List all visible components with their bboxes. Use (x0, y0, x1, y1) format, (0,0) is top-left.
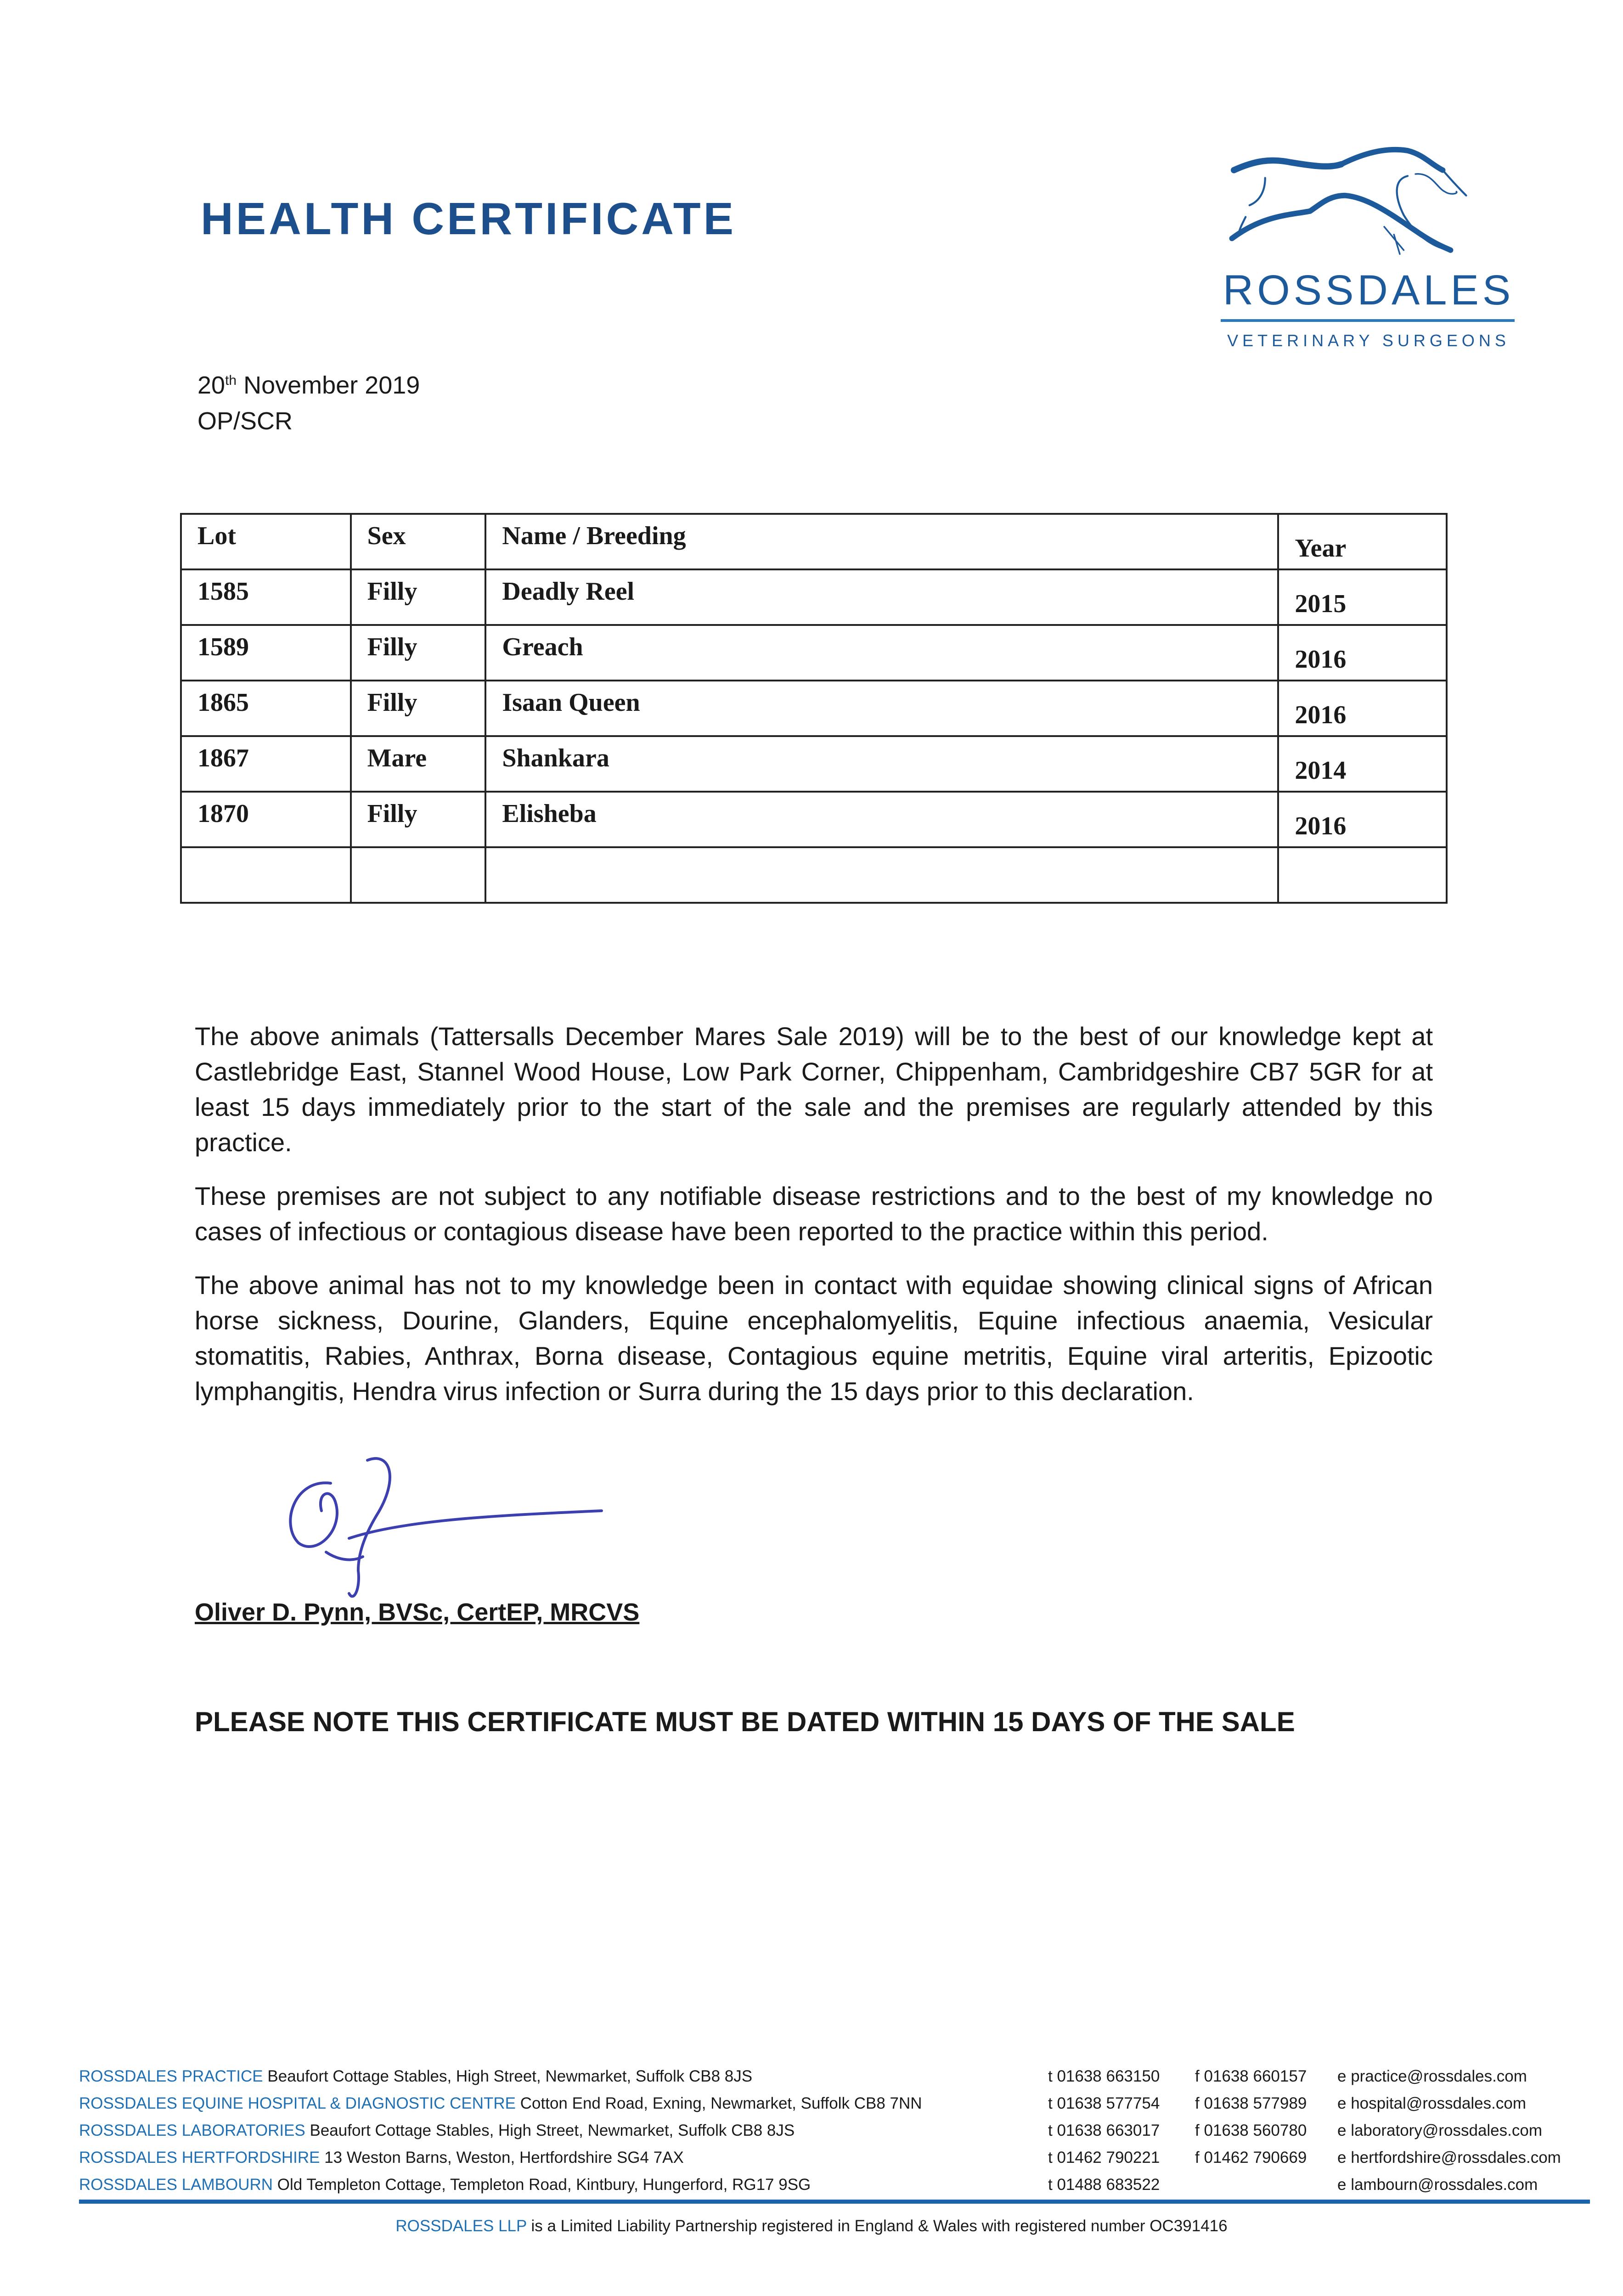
logo-divider (1221, 319, 1515, 322)
year-cell (1278, 847, 1447, 903)
name-cell: Isaan Queen (485, 681, 1278, 736)
name-cell: Deadly Reel (485, 569, 1278, 625)
office-address: Old Templeton Cottage, Templeton Road, Kintbury, Hungerford, RG17 9SG (277, 2176, 811, 2194)
office-name: ROSSDALES HERTFORDSHIRE (79, 2149, 320, 2167)
header-sex: Sex (351, 514, 486, 569)
table-row (181, 569, 1447, 625)
table-row (181, 792, 1447, 847)
office-address: Beaufort Cottage Stables, High Street, Newmarket, Suffolk CB8 8JS (267, 2067, 753, 2085)
date-month-year: November 2019 (237, 371, 420, 399)
office-address: 13 Weston Barns, Weston, Hertfordshire SG4 7AX (324, 2149, 684, 2167)
document-title: HEALTH CERTIFICATE (201, 193, 736, 244)
lot-cell (181, 847, 351, 903)
year-cell: 2016 (1278, 681, 1447, 736)
certificate-date (197, 363, 420, 403)
table-row (181, 625, 1447, 681)
table-row-empty (181, 847, 1447, 903)
rossdales-logo (1212, 129, 1525, 358)
lot-cell: 1585 (181, 569, 351, 625)
footer-office-row (79, 2175, 1595, 2195)
office-name: ROSSDALES PRACTICE (79, 2067, 263, 2085)
lot-cell: 1870 (181, 792, 351, 847)
name-cell: Shankara (485, 736, 1278, 792)
disease-restrictions-paragraph: These premises are not subject to any notifiable disease restrictions and to the best of my knowledge no cases of infectious or contagious disease have been reported to the practice within this period. (195, 1182, 1433, 1246)
table-header-row (181, 514, 1447, 569)
footer-office-row (79, 2066, 1595, 2087)
office-name: ROSSDALES LAMBOURN (79, 2176, 273, 2194)
year-cell: 2016 (1278, 792, 1447, 847)
header-year: Year (1278, 514, 1447, 569)
table-row (181, 681, 1447, 736)
name-cell: Greach (485, 625, 1278, 681)
contact-declaration-paragraph: The above animal has not to my knowledge been in contact with equidae showing clinical signs of African horse sickness, Dourine, Glanders, Equine encephalomyelitis, Equine infectious anaemia, Vesicular stomatitis, Rabies, Anthrax, Borna disease, Contagious equine metritis, Equine viral arteritis, Epizootic lymphangitis, Hendra virus infection or Surra during the 15 days prior to this declaration. (195, 1271, 1433, 1406)
office-address: Beaufort Cottage Stables, High Street, Newmarket, Suffolk CB8 8JS (310, 2122, 795, 2139)
office-tel: t 01638 663017 (1048, 2122, 1160, 2139)
lot-cell: 1865 (181, 681, 351, 736)
office-email[interactable]: e hertfordshire@rossdales.com (1337, 2149, 1561, 2167)
logo-tagline: VETERINARY SURGEONS (1227, 331, 1510, 350)
animals-table (180, 513, 1448, 904)
llp-name: ROSSDALES LLP (395, 2217, 527, 2235)
logo-brand-name: ROSSDALES (1223, 267, 1515, 314)
dating-notice: PLEASE NOTE THIS CERTIFICATE MUST BE DATED WITHIN 15 DAYS OF THE SALE (195, 1706, 1295, 1737)
office-tel: t 01638 577754 (1048, 2094, 1160, 2112)
office-address: Cotton End Road, Exning, Newmarket, Suffolk CB8 7NN (520, 2094, 922, 2112)
reference-code: OP/SCR (197, 407, 293, 435)
sex-cell: Filly (351, 625, 486, 681)
sex-cell: Filly (351, 681, 486, 736)
office-name: ROSSDALES EQUINE HOSPITAL & DIAGNOSTIC CENTRE (79, 2094, 516, 2112)
date-block (197, 363, 420, 439)
horse-logo-icon (1212, 129, 1525, 266)
office-email[interactable]: e practice@rossdales.com (1337, 2067, 1527, 2085)
office-email[interactable]: e hospital@rossdales.com (1337, 2094, 1526, 2112)
office-tel: t 01638 663150 (1048, 2067, 1160, 2085)
sex-cell (351, 847, 486, 903)
sex-cell: Mare (351, 736, 486, 792)
signature (266, 1451, 615, 1603)
office-tel: t 01462 790221 (1048, 2149, 1160, 2167)
office-fax: f 01462 790669 (1195, 2149, 1307, 2167)
llp-registration (0, 2217, 1623, 2235)
footer-office-row (79, 2121, 1595, 2141)
office-name: ROSSDALES LABORATORIES (79, 2122, 305, 2139)
name-cell: Elisheba (485, 792, 1278, 847)
footer-office-row (79, 2148, 1595, 2168)
office-email[interactable]: e laboratory@rossdales.com (1337, 2122, 1542, 2139)
year-cell: 2014 (1278, 736, 1447, 792)
year-cell: 2016 (1278, 625, 1447, 681)
lot-cell: 1589 (181, 625, 351, 681)
footer-office-row (79, 2093, 1595, 2114)
year-cell: 2015 (1278, 569, 1447, 625)
office-tel: t 01488 683522 (1048, 2176, 1160, 2194)
date-suffix: th (225, 373, 237, 388)
header-name-breeding: Name / Breeding (485, 514, 1278, 569)
premises-paragraph: The above animals (Tattersalls December Mares Sale 2019) will be to the best of our knowledge kept at Castlebridge East, Stannel Wood House, Low Park Corner, Chippenham, Cambridgeshire CB7 5GR for at least 15 days immediately prior to the start of the sale and the premises are regularly attended by this practice. (195, 1022, 1433, 1157)
office-fax: f 01638 577989 (1195, 2094, 1307, 2112)
table-row (181, 736, 1447, 792)
sex-cell: Filly (351, 569, 486, 625)
sex-cell: Filly (351, 792, 486, 847)
office-email[interactable]: e lambourn@rossdales.com (1337, 2176, 1538, 2194)
lot-cell: 1867 (181, 736, 351, 792)
office-fax: f 01638 660157 (1195, 2067, 1307, 2085)
footer-divider (79, 2200, 1590, 2204)
name-cell (485, 847, 1278, 903)
llp-text: is a Limited Liability Partnership registered in England & Wales with registered number OC391416 (526, 2217, 1228, 2235)
header-lot: Lot (181, 514, 351, 569)
office-fax: f 01638 560780 (1195, 2122, 1307, 2139)
declaration-body (195, 1019, 1433, 1427)
signatory-name: Oliver D. Pynn, BVSc, CertEP, MRCVS (195, 1598, 640, 1626)
date-day: 20 (197, 371, 225, 399)
